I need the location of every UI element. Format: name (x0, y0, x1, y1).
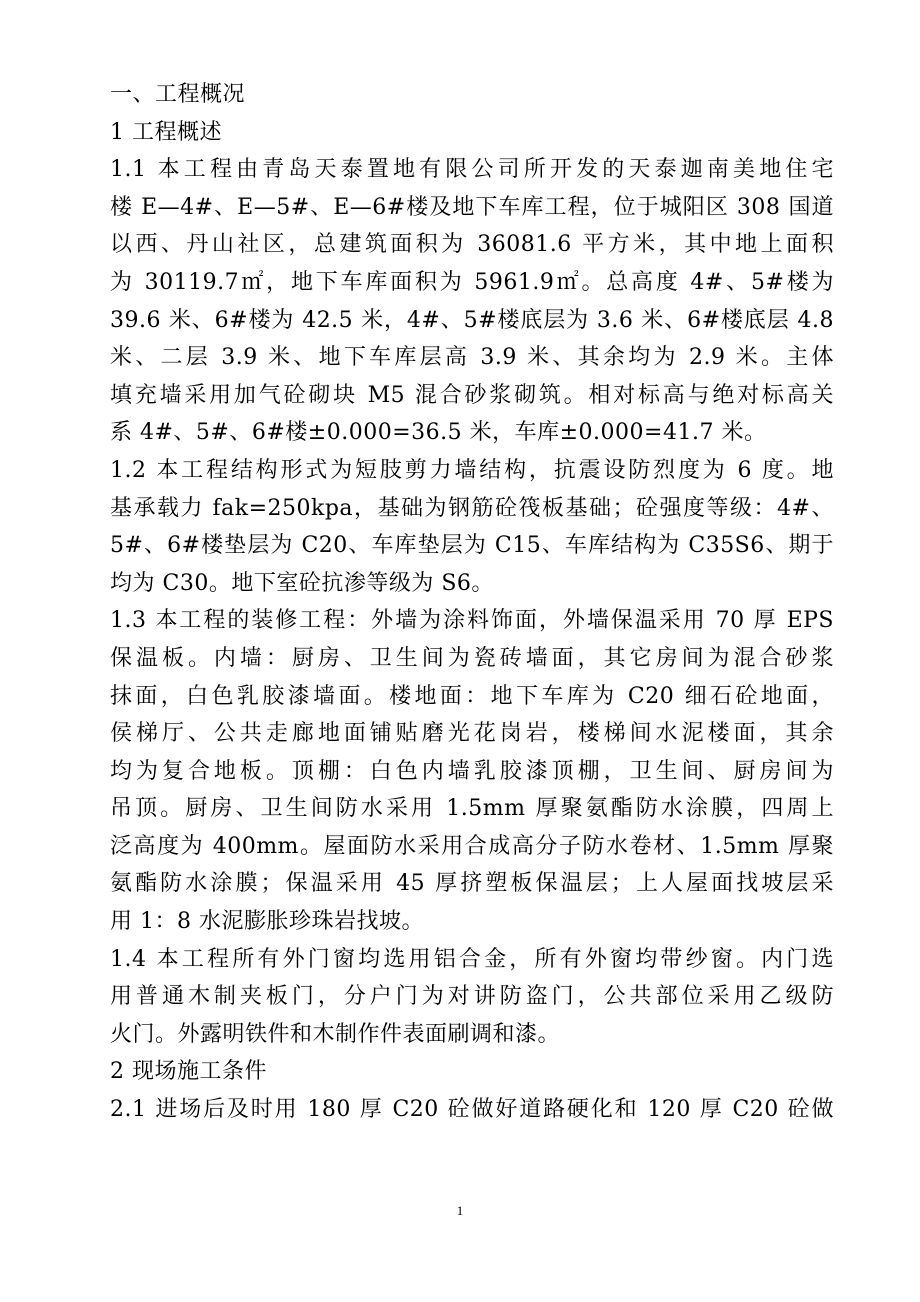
paragraph-line: 基承载力 fak=250kpa，基础为钢筋砼筏板基础；砼强度等级：4#、 (110, 495, 834, 521)
paragraph-line: 用普通木制夹板门，分户门为对讲防盗门，公共部位采用乙级防 (110, 984, 834, 1010)
paragraph-line: 火门。外露明铁件和木制作件表面刷调和漆。 (110, 1021, 561, 1047)
paragraph-line: 均为 C30。地下室砼抗渗等级为 S6。 (110, 570, 494, 596)
paragraph-line: 保温板。内墙：厨房、卫生间为瓷砖墙面，其它房间为混合砂浆 (110, 645, 834, 671)
paragraph-line: 1.1 本工程由青岛天泰置地有限公司所开发的天泰迦南美地住宅 (110, 157, 834, 183)
subsection-heading: 2 现场施工条件 (110, 1059, 267, 1085)
paragraph-line: 为 30119.7㎡，地下车库面积为 5961.9㎡。总高度 4#、5#楼为 (110, 269, 834, 295)
paragraph-line: 2.1 进场后及时用 180 厚 C20 砼做好道路硬化和 120 厚 C20 砼做 (110, 1097, 834, 1123)
paragraph-line: 氨酯防水涂膜；保温采用 45 厚挤塑板保温层；上人屋面找坡层采 (110, 871, 834, 897)
document-body (110, 76, 834, 1129)
paragraph-line: 1.3 本工程的装修工程：外墙为涂料饰面，外墙保温采用 70 厚 EPS (110, 608, 834, 634)
paragraph-line: 楼 E—4#、E—5#、E—6#楼及地下车库工程，位于城阳区 308 国道 (110, 194, 834, 220)
paragraph-line: 39.6 米、6#楼为 42.5 米，4#、5#楼底层为 3.6 米、6#楼底层 4.8 (110, 307, 834, 333)
paragraph-line: 米、二层 3.9 米、地下车库层高 3.9 米、其余均为 2.9 米。主体 (110, 345, 834, 371)
paragraph-line: 侯梯厅、公共走廊地面铺贴磨光花岗岩，楼梯间水泥楼面，其余 (110, 721, 834, 747)
paragraph-line: 泛高度为 400mm。屋面防水采用合成高分子防水卷材、1.5mm 厚聚 (110, 833, 834, 859)
paragraph-line: 系 4#、5#、6#楼±0.000=36.5 米，车库±0.000=41.7 米。 (110, 420, 767, 446)
paragraph-line: 1.2 本工程结构形式为短肢剪力墙结构，抗震设防烈度为 6 度。地 (110, 457, 834, 483)
paragraph-line: 5#、6#楼垫层为 C20、车库垫层为 C15、车库结构为 C35S6、期于 (110, 533, 834, 559)
section-heading: 一、工程概况 (110, 82, 246, 107)
subsection-heading: 1 工程概述 (110, 119, 222, 145)
paragraph-line: 用 1：8 水泥膨胀珍珠岩找坡。 (110, 909, 424, 935)
paragraph-line: 均为复合地板。顶棚：白色内墙乳胶漆顶棚，卫生间、厨房间为 (110, 758, 834, 784)
paragraph-line: 吊顶。厨房、卫生间防水采用 1.5mm 厚聚氨酯防水涂膜，四周上 (110, 796, 834, 822)
paragraph-line: 1.4 本工程所有外门窗均选用铝合金，所有外窗均带纱窗。内门选 (110, 946, 834, 972)
paragraph-line: 以西、丹山社区，总建筑面积为 36081.6 平方米，其中地上面积 (110, 232, 834, 258)
page-number: 1 (456, 1203, 464, 1218)
paragraph-line: 抹面，白色乳胶漆墙面。楼地面：地下车库为 C20 细石砼地面， (110, 683, 834, 709)
paragraph-line: 填充墙采用加气砼砌块 M5 混合砂浆砌筑。相对标高与绝对标高关 (110, 382, 834, 408)
